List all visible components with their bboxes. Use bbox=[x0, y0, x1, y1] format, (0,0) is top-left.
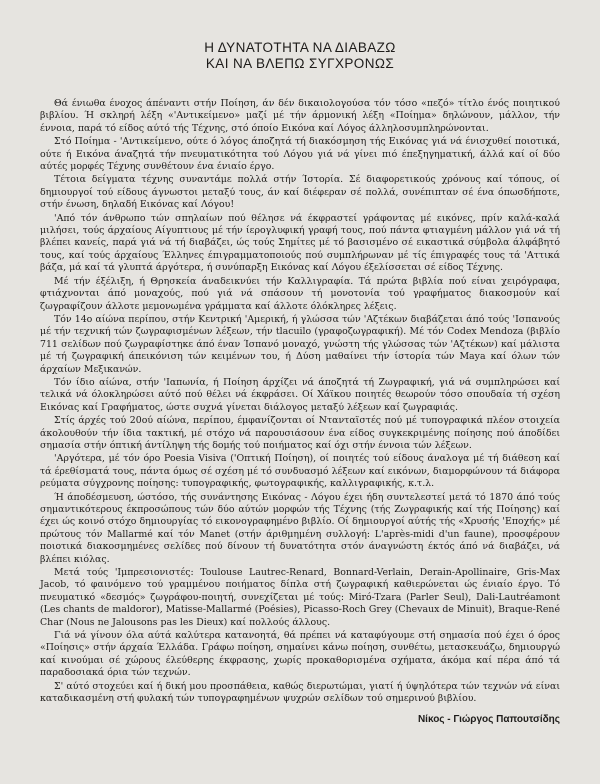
paragraph: 'Από τόν άνθρωπο τών σπηλαίων πού θέλησε νά έκφραστεί γράφοντας μέ εικόνες, πρίν καλά-καλά μιλήσει, τούς άρχαίους Αίγυπτιους μέ τήν ίερογλυφική γραφή τους, πού πάντα φτιαγμένη μάλλον γιά νά τή βλέπει κανείς, παρά γιά νά τή διαβάζει, ώς τούς Σημίτες μέ τό βασισμένο σέ εικαστικά σύμβολα άλφάβητό τους, καί τούς άρχαίους Έλληνες έπιγραμματοποιούς πού συμπλήρωναν μέ τίς έπιγραφές τους τά 'Αττικά βάζα, μά καί τά γλυπτά άργότερα, ή συνύπαρξη Εικόνας καί Λόγου έξελίσσεται σέ είδος Τέχνης. bbox=[40, 212, 560, 274]
page-title bbox=[40, 40, 560, 72]
body-text bbox=[40, 98, 560, 706]
paragraph: Τόν ίδιο αίώνα, στήν 'Ιαπωνία, ή Ποίηση άρχίζει νά άποζητά τή Ζωγραφική, γιά νά συμπληρώσει καί τελικά νά όλοκληρώσει αύτό πού θέλει νά έκφράσει. Οί Χάϊκου ποιητές θεωρούν τόσο σπουδαία τή σχέση Εικόνας καί Γραφήματος, ώστε συχνά γίνεται διάλογος μεταξύ λέξεων καί ζωγραφιάς. bbox=[40, 376, 560, 413]
paragraph: Στίς άρχές τού 20ού αίώνα, περίπου, έμφανίζονται οί Ντανταϊστές πού μέ τυπογραφικά πλέον στοιχεία άκολουθούν τήν ίδια τακτική, μέ στόχο νά παρουσιάσουν ένα είδος συγκεκριμένης ποίησης πού άποδίδει σημασία στήν όπτική άντίληψη τής δομής τού ποιήματος καί όχι στήν έννοια τών λέξεων. bbox=[40, 415, 560, 451]
paragraph: Γιά νά γίνουν όλα αύτά καλύτερα κατανοητά, θά πρέπει νά καταφύγουμε στή σημασία πού έχει ό όρος «Ποίησις» στήν άρχαία Έλλάδα. Γράφω ποίηση, σημαίνει κάνω ποίηση, συνθέτω, μετασκευάζω, δημιουργώ καί κινούμαι σέ χώρους έλεύθερης έκφρασης, χωρίς προκαθορισμένα σχήματα, άκόμα καί πέρα άπό τά παραδοσιακά όρια τών τεχνών. bbox=[40, 630, 560, 679]
paragraph: Σ' αύτό στοχεύει καί ή δική μου προσπάθεια, καθώς διερωτώμαι, γιατί ή ύψηλότερα τών τεχνών νά είναι καταδικασμένη στή φυλακή τών τυπογραφημένων ψυχρών σελίδων τού σημερινού βιβλίου. bbox=[40, 680, 560, 705]
paragraph: Στό Ποίημα - 'Αντικείμενο, ούτε ό λόγος άποζητά τή διακόσμηση τής Εικόνας γιά νά ένισχυθεί ποιοτικά, ούτε ή Εικόνα άναζητά τήν πνευματικότητα τού Λόγου γιά νά γίνει πιό έπεξηγηματική, άλλά καί οί δύο αύτές μορφές Τέχνης συνθέτουν ένα ένιαίο έργο. bbox=[40, 136, 560, 173]
paragraph: Μετά τούς 'Ιμπρεσιονιστές: Toulouse Lautrec-Renard, Bonnard-Verlain, Derain-Apollinaire, Gris-Max Jacob, τό φαινόμενο τού γραμμένου ποιήματος δίπλα στή ζωγραφική καθιερώνεται ώς ένιαίο έργο. Τό πνευματικό «δεσμός» ζωγράφου-ποιητή, συνεχίζεται μέ τούς: Miró-Tzara (Parler Seul), Dali-Lautréamont (Les chants de maldoror), Matisse-Mallarmé (Poésies), Picasso-Roch Grey (Chevaux de Minuit), Braque-René Char (Nous ne Jalousons pas les Dieux) καί πολλούς άλλους. bbox=[40, 567, 560, 628]
paragraph: Τέτοια δείγματα τέχνης συναντάμε πολλά στήν Ίστορία. Σέ διαφορετικούς χρόνους καί τόπους, οί δημιουργοί τού είδους άγνωστοι μεταξύ τους, άν καί διέφεραν σέ πολλά, συνέπιπταν σέ ένα όπωσδήποτε, στήν ένωση, δηλαδή Εικόνας καί Λόγου! bbox=[40, 174, 560, 211]
title-line-2: ΚΑΙ ΝΑ ΒΛΕΠΩ ΣΥΓΧΡΟΝΩΣ bbox=[205, 56, 395, 71]
paragraph: Μέ τήν έξέλιξη, ή Θρησκεία άναδεικνύει τήν Καλλιγραφία. Τά πρώτα βιβλία πού είναι χειρόγραφα, φτιάχνονται άπό μοναχούς, πού γιά νά σπάσουν τή μονοτονία τού γραφήματος διακοσμούν καί ζωγραφίζουν άλλοτε μεμονωμένα γράμματα καί άλλοτε όλόκληρες λέξεις. bbox=[40, 275, 560, 312]
paragraph: 'Αργότερα, μέ τόν όρο Poesia Visiva ('Οπτική Ποίηση), οί ποιητές τού είδους άναλογα μέ τή διάθεση καί τά έρεθίσματά τους, πάντα όμως σέ σχέση μέ τό συνδυασμό λέξεων καί εικόνων, διαμορφώνουν τά διάφορα ρεύματα σύγχρονης ποίησης: τυπογραφικής, φωτογραφικής, καλλιγραφικής, κ.τ.λ. bbox=[40, 453, 560, 490]
author-signature: Νίκος - Γιώργος Παπουτσίδης bbox=[417, 713, 560, 725]
title-line-1: Η ΔΥΝΑΤΟΤΗΤΑ ΝΑ ΔΙΑΒΑΖΩ bbox=[204, 40, 396, 55]
paragraph: Ή άποδέσμευση, ώστόσο, τής συνάντησης Εικόνας - Λόγου έχει ήδη συντελεστεί μετά τό 1870 άπό τούς σημαντικότερους έκπροσώπους τών δύο αύτών μορφών τής Τέχνης (τής Ζωγραφικής καί τής Ποίησης) καί έχει ώς κοινό στόχο δημιουργίας τό εικονογραφημένο βιβλίο. Οί δημιουργοί αύτής τής «Χρυσής 'Εποχής» μέ πρώτους τόν Mallarmé καί τόν Manet (στήν άριθμημένη συλλογή: L'après-midi d'un faune), προσφέρουν ποιοτικά διακοσμημένες σελίδες πού δίνουν τή δυνατότητα στόν άναγνώστη έκτός άπό νά διαβάζει, νά βλέπει κιόλας. bbox=[40, 491, 560, 565]
paragraph: Τόν 14ο αίώνα περίπου, στήν Κεντρική 'Αμερική, ή γλώσσα τών 'Αζτέκων διαβάζεται άπό τούς 'Ισπανούς μέ τήν τεχνική τών ζωγραφισμένων λέξεων, τήν tlacuilo (γραφοζωγραφική). Μέ τόν Codex Mendoza (βιβλίο 711 σελίδων πού ζωγραφίστηκε άπό έναν Ίσπανό μοναχό, γνώστη τής γλώσσας τών 'Αζτέκων) καί μάλιστα μέ τή ζωγραφική άπεικόνιση τών κειμένων του, ή Δύση μαθαίνει τήν ίστορία τών Maya καί όλων τών άρχαίων Μεξικανών. bbox=[40, 313, 560, 375]
paragraph: Θά ένιωθα ένοχος άπέναντι στήν Ποίηση, άν δέν δικαιολογούσα τόν τόσο «πεζό» τίτλο ένός ποιητικού βιβλίου. Ή σκληρή λέξη «'Αντικείμενο» μαζί μέ τήν άρμονική λέξη «Ποίημα» δηλώνουν, μάλλον, τήν έννοια, παρά τό είδος αύτό τής Τέχνης, στό όποίο Εικόνα καί Λόγος άλληλοσυμπληρώνονται. bbox=[40, 98, 560, 134]
